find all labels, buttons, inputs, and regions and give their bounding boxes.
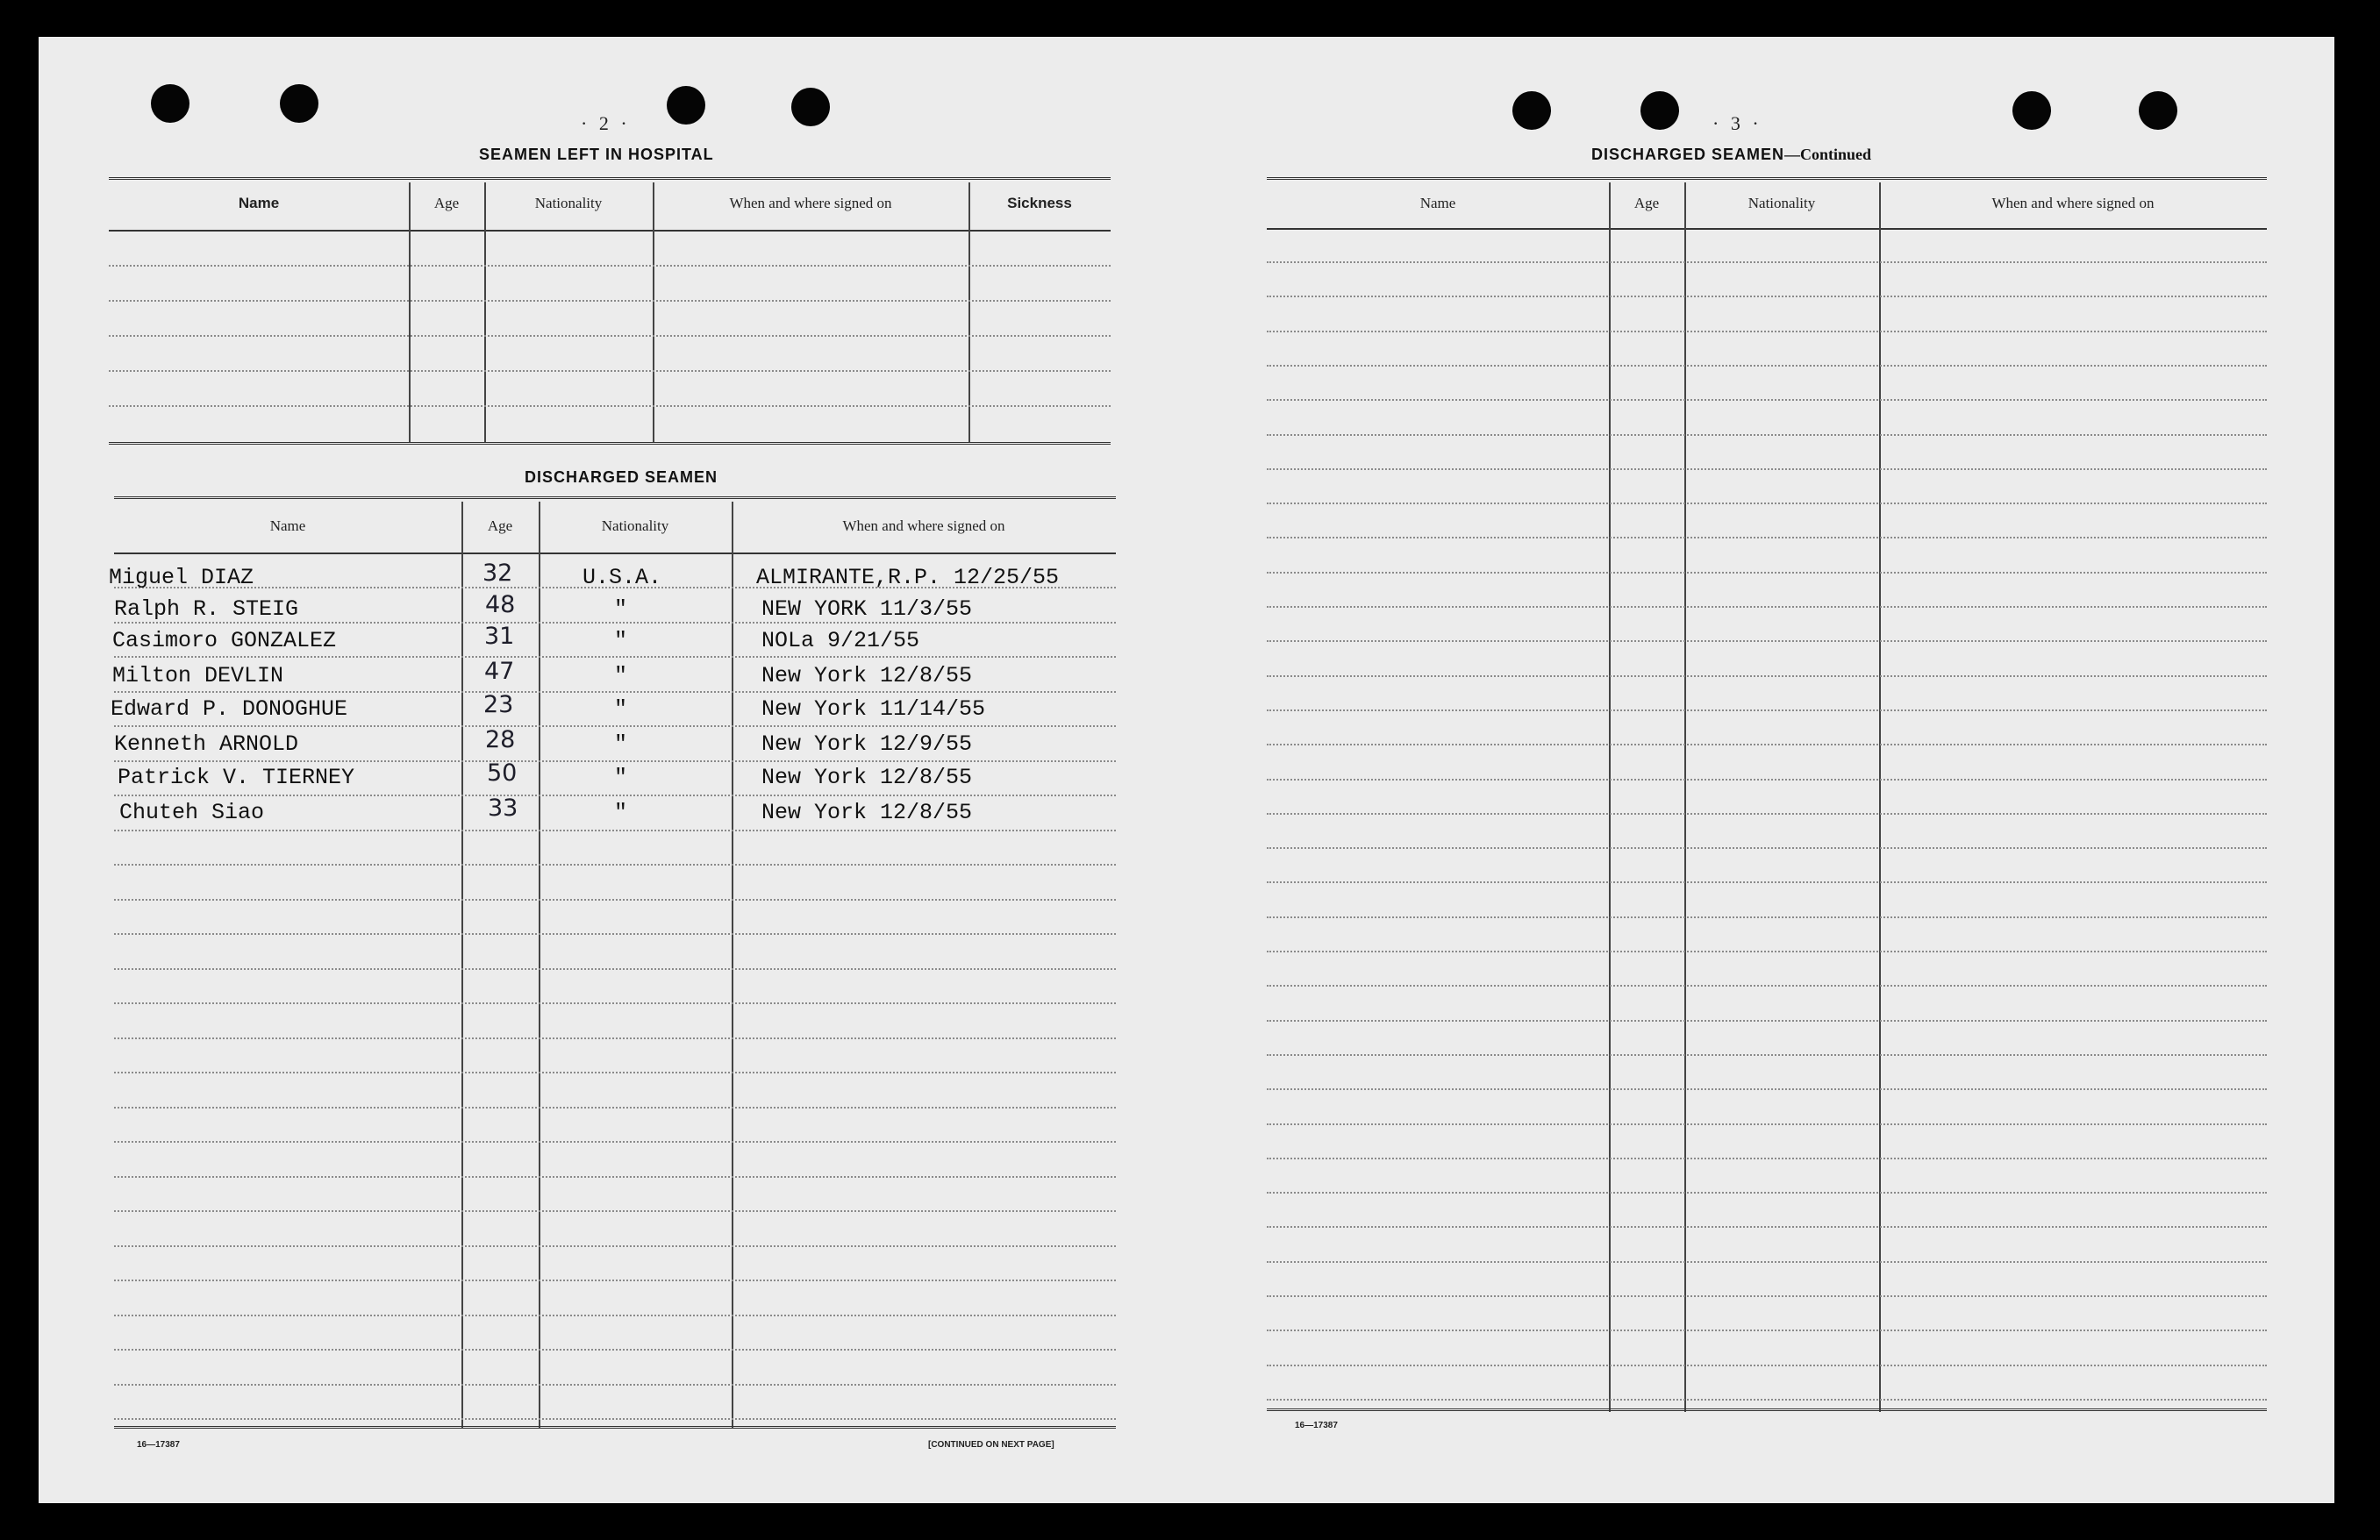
continued-title-suffix: —Continued <box>1784 146 1872 163</box>
row-rule <box>1267 847 2267 849</box>
seaman-age: 31 <box>484 623 515 650</box>
row-rule <box>1267 1054 2267 1056</box>
seaman-name: Ralph R. STEIG <box>114 596 299 622</box>
row-rule <box>1267 985 2267 987</box>
row-rule <box>109 405 1111 407</box>
seaman-age: 23 <box>483 691 514 718</box>
seaman-nationality: " <box>614 596 628 622</box>
page-number-left: · 2 · <box>581 112 631 134</box>
column-header: Sickness <box>1007 195 1072 211</box>
column-header: Age <box>1633 195 1660 211</box>
punch-hole <box>151 84 189 123</box>
row-rule <box>1267 331 2267 332</box>
row-rule <box>1267 365 2267 367</box>
continued-title-main: DISCHARGED SEAMEN <box>1591 146 1785 163</box>
row-rule <box>114 830 1116 831</box>
form-number-left: 16—17387 <box>137 1440 180 1450</box>
discharged-section-title: DISCHARGED SEAMEN <box>525 468 718 486</box>
row-rule <box>1267 813 2267 815</box>
seaman-nationality: " <box>614 696 628 722</box>
row-rule <box>114 1072 1116 1073</box>
column-divider <box>539 502 540 1428</box>
seaman-signed-on: New York 11/14/55 <box>761 696 986 722</box>
column-header: Name <box>269 517 306 534</box>
seaman-name: Chuteh Siao <box>119 800 265 825</box>
row-rule <box>114 691 1116 693</box>
seaman-signed-on: NOLa 9/21/55 <box>761 628 920 653</box>
column-divider <box>409 182 411 442</box>
row-rule <box>1267 675 2267 677</box>
table-top-rule <box>1267 177 2267 183</box>
row-rule <box>109 300 1111 302</box>
row-rule <box>1267 709 2267 711</box>
row-rule <box>1267 640 2267 642</box>
row-rule <box>114 1349 1116 1351</box>
page-number-right: · 3 · <box>1712 112 1762 134</box>
seaman-signed-on: New York 12/8/55 <box>761 765 973 790</box>
row-rule <box>114 1176 1116 1178</box>
seaman-name: Kenneth ARNOLD <box>114 731 299 757</box>
row-rule <box>114 968 1116 970</box>
row-rule <box>1267 1365 2267 1366</box>
row-rule <box>114 1384 1116 1386</box>
table-top-rule <box>109 177 1111 183</box>
row-rule <box>1267 503 2267 504</box>
row-rule <box>114 1418 1116 1420</box>
row-rule <box>114 795 1116 796</box>
row-rule <box>1267 572 2267 574</box>
row-rule <box>1267 1295 2267 1297</box>
row-rule <box>1267 1399 2267 1401</box>
row-rule <box>109 265 1111 267</box>
seaman-age: 28 <box>485 726 516 753</box>
seaman-nationality: " <box>614 663 628 688</box>
seaman-signed-on: NEW YORK 11/3/55 <box>761 596 973 622</box>
row-rule <box>114 1107 1116 1109</box>
continued-note: [CONTINUED ON NEXT PAGE] <box>928 1440 1054 1450</box>
seaman-age: 50 <box>487 759 518 787</box>
row-rule <box>1267 1261 2267 1263</box>
row-rule <box>114 1245 1116 1247</box>
row-rule <box>109 335 1111 337</box>
seaman-age: 47 <box>484 658 515 685</box>
column-header: Nationality <box>601 517 669 534</box>
seaman-nationality: U.S.A. <box>582 565 662 590</box>
punch-hole <box>791 88 830 126</box>
seaman-age: 33 <box>488 795 518 822</box>
row-rule <box>114 1002 1116 1004</box>
column-divider <box>653 182 654 442</box>
row-rule <box>1267 434 2267 436</box>
punch-hole <box>2012 91 2051 130</box>
table-bottom-rule <box>114 1426 1116 1432</box>
column-divider <box>484 182 486 442</box>
row-rule <box>114 899 1116 901</box>
row-rule <box>114 864 1116 866</box>
column-divider <box>968 182 970 442</box>
column-header: When and where signed on <box>1991 195 2155 211</box>
row-rule <box>114 1315 1116 1316</box>
column-divider <box>732 502 733 1428</box>
table-bottom-rule <box>109 442 1111 448</box>
column-header: Age <box>433 195 460 211</box>
table-bottom-rule <box>1267 1408 2267 1415</box>
form-number-right: 16—17387 <box>1295 1421 1338 1430</box>
row-rule <box>1267 261 2267 263</box>
row-rule <box>1267 1330 2267 1331</box>
column-header: When and where signed on <box>842 517 1005 534</box>
row-rule <box>1267 779 2267 781</box>
row-rule <box>1267 881 2267 883</box>
row-rule <box>114 760 1116 762</box>
header-separator <box>109 230 1111 232</box>
column-header: When and where signed on <box>729 195 892 211</box>
row-rule <box>1267 296 2267 297</box>
punch-hole <box>667 86 705 125</box>
row-rule <box>1267 1226 2267 1228</box>
header-separator <box>114 553 1116 554</box>
seaman-name: Casimoro GONZALEZ <box>112 628 337 653</box>
column-header: Name <box>238 195 280 211</box>
row-rule <box>1267 916 2267 918</box>
row-rule <box>109 370 1111 372</box>
table-top-rule <box>114 496 1116 503</box>
row-rule <box>114 656 1116 658</box>
row-rule <box>1267 468 2267 470</box>
seaman-name: Milton DEVLIN <box>112 663 284 688</box>
seaman-name: Edward P. DONOGHUE <box>111 696 348 722</box>
row-rule <box>1267 606 2267 608</box>
seaman-signed-on: New York 12/8/55 <box>761 663 973 688</box>
row-rule <box>1267 1123 2267 1125</box>
row-rule <box>1267 399 2267 401</box>
column-divider <box>461 502 463 1428</box>
row-rule <box>1267 1158 2267 1159</box>
column-header: Name <box>1419 195 1456 211</box>
hospital-section-title: SEAMEN LEFT IN HOSPITAL <box>479 146 714 163</box>
document-sheet <box>39 37 2334 1503</box>
header-separator <box>1267 228 2267 230</box>
row-rule <box>1267 1088 2267 1090</box>
punch-hole <box>1640 91 1679 130</box>
row-rule <box>1267 951 2267 952</box>
seaman-name: Patrick V. TIERNEY <box>118 765 355 790</box>
seaman-signed-on: New York 12/8/55 <box>761 800 973 825</box>
seaman-nationality: " <box>614 765 628 790</box>
seaman-nationality: " <box>614 628 628 653</box>
row-rule <box>114 1280 1116 1281</box>
seaman-signed-on: New York 12/9/55 <box>761 731 973 757</box>
seaman-age: 48 <box>485 591 516 618</box>
seaman-signed-on: ALMIRANTE,R.P. 12/25/55 <box>756 565 1060 590</box>
row-rule <box>114 1037 1116 1039</box>
row-rule <box>114 1210 1116 1212</box>
punch-hole <box>1512 91 1551 130</box>
row-rule <box>114 725 1116 727</box>
row-rule <box>1267 1192 2267 1194</box>
seaman-name: Miguel DIAZ <box>109 565 254 590</box>
continued-section-title <box>1591 146 1871 164</box>
row-rule <box>1267 744 2267 745</box>
row-rule <box>114 1141 1116 1143</box>
row-rule <box>114 933 1116 935</box>
seaman-age: 32 <box>482 560 513 587</box>
column-header: Nationality <box>1747 195 1816 211</box>
punch-hole <box>280 84 318 123</box>
punch-hole <box>2139 91 2177 130</box>
seaman-nationality: " <box>614 800 628 825</box>
row-rule <box>1267 1020 2267 1022</box>
column-header: Age <box>487 517 513 534</box>
row-rule <box>1267 537 2267 538</box>
seaman-nationality: " <box>614 731 628 757</box>
column-header: Nationality <box>534 195 603 211</box>
